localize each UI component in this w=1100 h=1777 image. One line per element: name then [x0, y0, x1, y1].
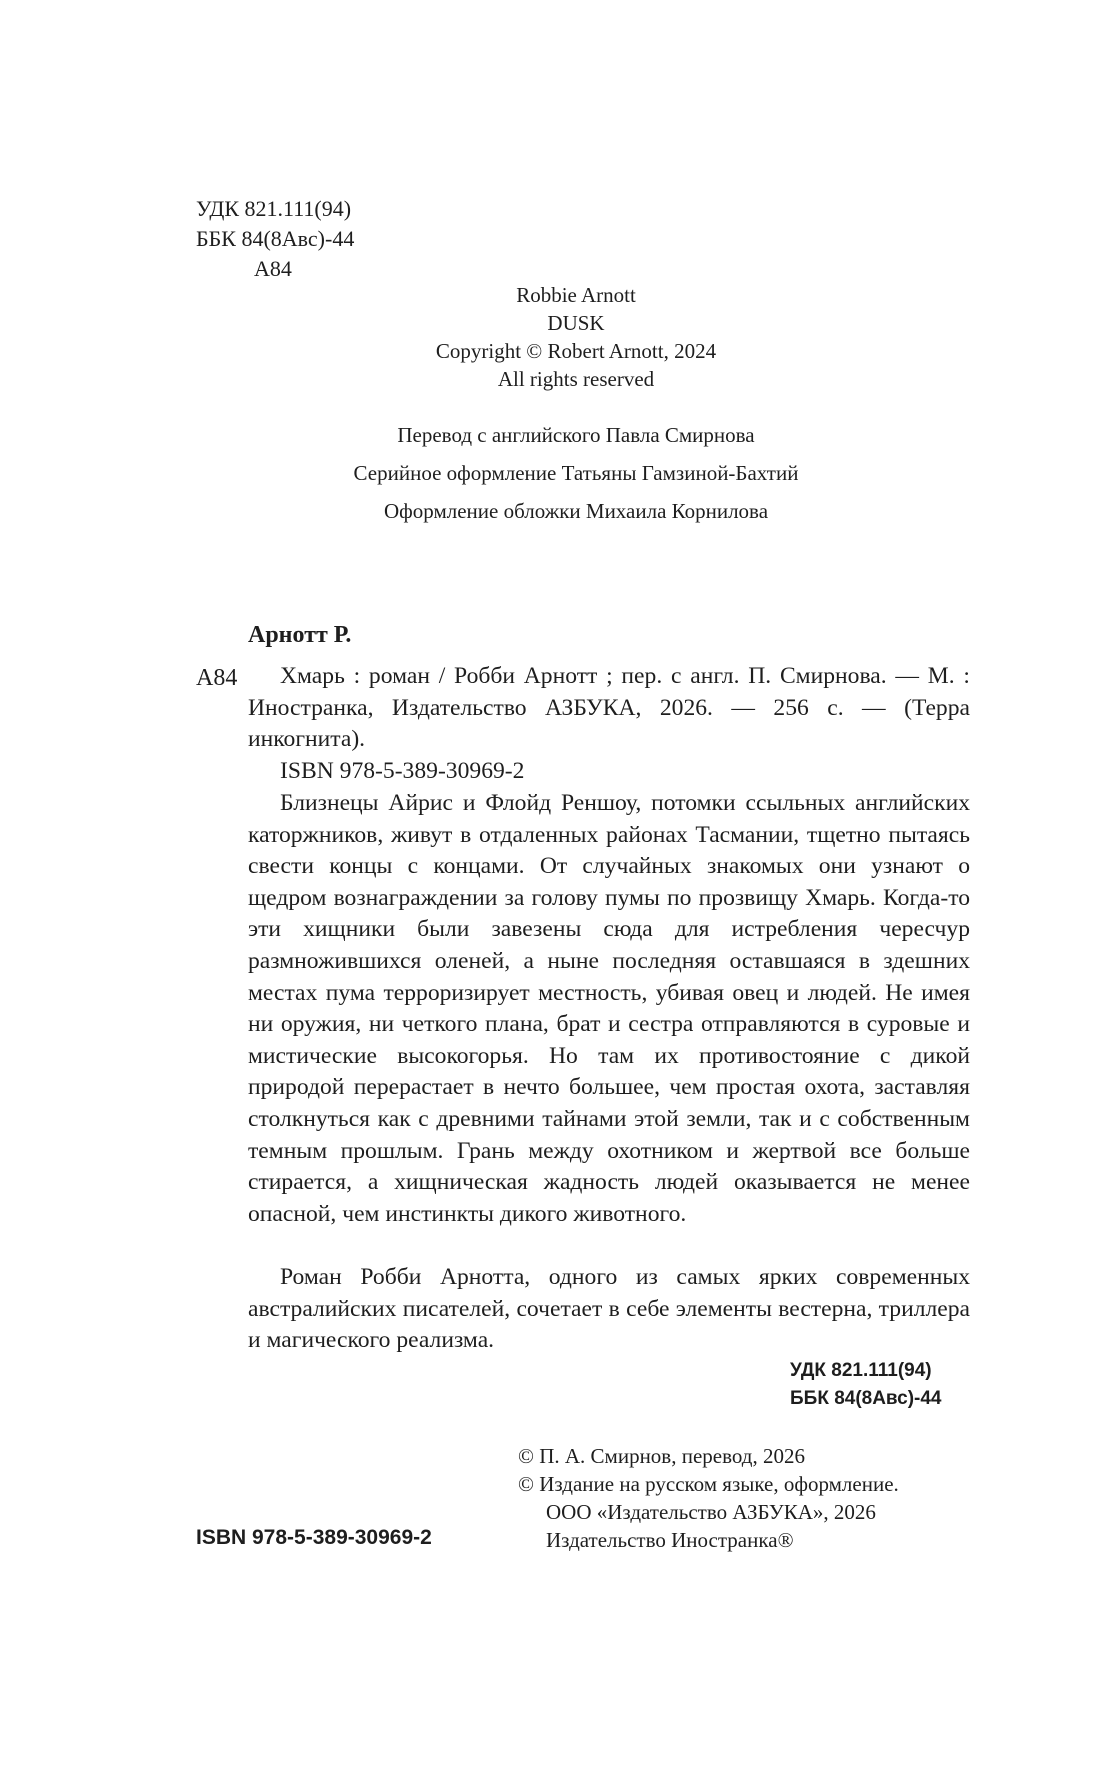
original-title: DUSK — [547, 311, 605, 335]
cover-design-credit: Оформление обложки Михаила Корнилова — [383, 499, 769, 523]
bbk-code: ББК 84(8Авс)-44 — [196, 226, 355, 251]
original-rights: All rights reserved — [497, 367, 655, 391]
original-author: Robbie Arnott — [516, 283, 636, 307]
record-classification — [790, 1357, 942, 1413]
edition-copyright: © Издание на русском языке, оформление. — [518, 1472, 899, 1496]
record-author: Арнотт Р. — [248, 622, 352, 648]
author-mark: А84 — [254, 256, 292, 281]
record-udk: УДК 821.111(94) — [790, 1360, 932, 1381]
copyright-block — [518, 1442, 899, 1554]
translation-copyright: © П. А. Смирнов, перевод, 2026 — [518, 1444, 805, 1468]
annotation-paragraph-1: Близнецы Айрис и Флойд Реншоу, потомки ссыльных английских каторжников, живут в отдаленных районах Тасмании, тщетно пытаясь свести концы с концами. От случайных знакомых они узнают о щедром вознаграждении за голову пумы по прозвищу Хмарь. Когда-то эти хищники были завезены сюда для истребления чересчур размножившихся оленей, а ныне последняя оставшаяся в здешних местах пума терроризирует местность, убивая овец и людей. Не имея ни оружия, ни четкого плана, брат и сестра отправляются в суровые и мистические высокогорья. Но там их противостояние с дикой природой перерастает в нечто большее, чем простая охота, заставляя столкнуться как с древними тайнами этой земли, так и с собственным темным прошлым. Грань между охотником и жертвой все больше стирается, а хищническая жадность людей оказывается не менее опасной, чем инстинкты дикого животного. — [248, 790, 970, 1227]
original-edition-info — [0, 281, 1100, 393]
record-isbn: ISBN 978-5-389-30969-2 — [280, 758, 525, 784]
udk-code: УДК 821.111(94) — [196, 196, 352, 221]
credits-block — [0, 416, 1100, 530]
classification-block — [196, 194, 354, 284]
imprint-line: Издательство Иностранка® — [546, 1528, 794, 1552]
record-bbk: ББК 84(8Авс)-44 — [790, 1388, 942, 1409]
annotation-paragraph-2: Роман Робби Арнотта, одного из самых ярких современных австралийских писателей, сочетает в себе элементы вестерна, триллера и магического реализма. — [248, 1264, 970, 1354]
original-copyright: Copyright © Robert Arnott, 2024 — [435, 339, 717, 363]
record-title-line: Хмарь : роман / Робби Арнотт ; пер. с англ. П. Смирнова. — М. : Иностранка, Издательство АЗБУКА, 2026. — 256 с. — (Терра инкогнита). — [248, 663, 970, 753]
publisher-line: ООО «Издательство АЗБУКА», 2026 — [546, 1500, 876, 1524]
record-code: А84 — [196, 665, 238, 691]
series-design-credit: Серийное оформление Татьяны Гамзиной-Бахтий — [353, 461, 799, 485]
isbn-bottom: ISBN 978-5-389-30969-2 — [196, 1526, 432, 1549]
translation-credit: Перевод с английского Павла Смирнова — [397, 423, 755, 447]
